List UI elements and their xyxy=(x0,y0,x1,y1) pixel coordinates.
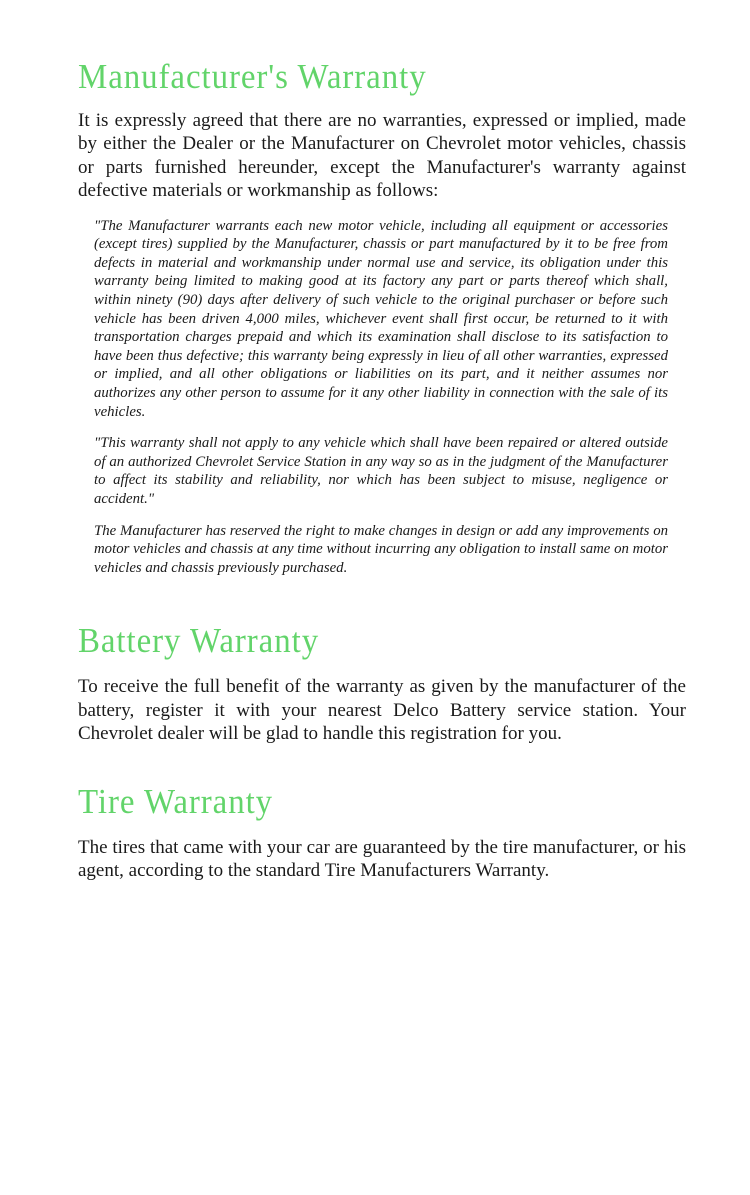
manufacturer-warranty-section xyxy=(78,55,686,577)
warranty-terms-block xyxy=(94,217,668,578)
battery-warranty-text: To receive the full benefit of the warranty as given by the manufacturer of the battery, register it with your nearest Delco Battery service station. Your Chevrolet dealer will be glad to handle this registration for you. xyxy=(78,676,686,745)
tire-warranty-heading: Tire Warranty xyxy=(78,781,274,821)
tire-warranty-section xyxy=(78,780,686,883)
manufacturer-warranty-intro: It is expressly agreed that there are no warranties, expressed or implied, made by either the Dealer or the Manufacturer on Chevrolet motor vehicles, chassis or parts furnished hereunder, except the Manufacturer's warranty against defective materials or workmanship as follows: xyxy=(78,110,686,202)
design-change-paragraph: The Manufacturer has reserved the right to make changes in design or add any improvements on motor vehicles and chassis at any time without incurring any obligation to install same on motor vehicles and chassis previously purchased. xyxy=(94,522,668,576)
battery-warranty-section xyxy=(78,619,686,745)
warranty-page xyxy=(78,55,686,882)
battery-warranty-heading: Battery Warranty xyxy=(78,621,320,661)
warranty-terms-paragraph: "The Manufacturer warrants each new motor vehicle, including all equipment or accessories (except tires) supplied by the Manufacturer, chassis or part manufactured by it to be free from defects in material and workmanship under normal use and service, its obligation under this warranty being limited to making good at its factory any part or parts thereof which shall, within ninety (90) days after delivery of such vehicle to the original purchaser or before such vehicle has been driven 4,000 miles, whichever event shall first occur, be returned to it with transportation charges prepaid and which its examination shall disclose to its satisfaction to have been thus defective; this warranty being expressly in lieu of all other warranties, expressed or implied, and all other obligations or liabilities on its part, and it neither assumes nor authorizes any other person to assume for it any other liability in connection with the sale of its vehicles. xyxy=(94,217,668,420)
warranty-exclusion-paragraph: "This warranty shall not apply to any vehicle which shall have been repaired or altered outside of an authorized Chevrolet Service Station in any way so as in the judgment of the Manufacturer to affect its stability and reliability, nor which has been subject to misuse, negligence or accident." xyxy=(94,435,668,507)
tire-warranty-text: The tires that came with your car are guaranteed by the tire manufacturer, or his agent, according to the standard Tire Manufacturers Warranty. xyxy=(78,836,686,881)
manufacturer-warranty-heading: Manufacturer's Warranty xyxy=(78,57,427,96)
